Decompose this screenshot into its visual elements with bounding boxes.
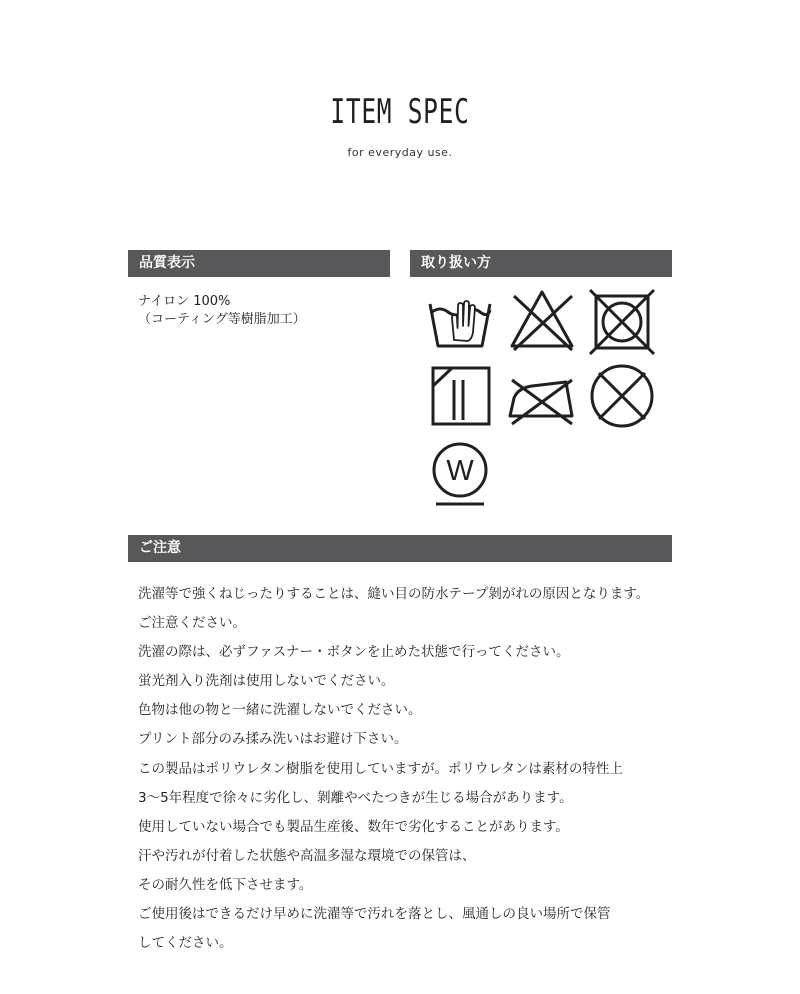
material-line: （コーティング等樹脂加工）: [138, 312, 306, 327]
wet-clean-icon: [424, 440, 496, 512]
material-line: ナイロン 100%: [138, 294, 231, 309]
notes-list: [138, 580, 698, 958]
note-line: 色物は他の物と一緒に洗濯しないでください。: [138, 702, 422, 719]
note-line: 汗や汚れが付着した状態や高温多湿な環境での保管は、: [138, 847, 476, 864]
quality-heading: 品質表示: [128, 250, 390, 277]
note-line: ご注意ください。: [138, 615, 246, 632]
no-bleach-icon: [506, 284, 578, 356]
care-heading: 取り扱い方: [410, 250, 672, 277]
wet-clean-letter: W: [446, 455, 474, 487]
note-line: 蛍光剤入り洗剤は使用しないでください。: [138, 673, 395, 690]
note-line: 洗濯の際は、必ずファスナー・ボタンを止めた状態で行ってください。: [138, 644, 570, 661]
page-title: ITEM SPEC: [330, 92, 470, 132]
note-line: ご使用後はできるだけ早めに洗濯等で汚れを落とし、風通しの良い場所で保管: [138, 906, 611, 923]
no-iron-icon: [506, 360, 578, 432]
note-line: してください。: [138, 935, 233, 952]
hand-wash-icon: [424, 288, 496, 360]
note-line: この製品はポリウレタン樹脂を使用していますが。ポリウレタンは素材の特性上: [138, 760, 623, 777]
page-subtitle: for everyday use.: [347, 146, 453, 159]
note-line: 洗濯等で強くねじったりすることは、縫い目の防水テープ剝がれの原因となります。: [138, 586, 650, 602]
shade-line-dry-icon: [424, 360, 496, 432]
note-line: プリント部分のみ揉み洗いはお避け下さい。: [138, 731, 408, 748]
no-dry-clean-icon: [586, 360, 658, 432]
note-line: 使用していない場合でも製品生産後、数年で劣化することがあります。: [138, 818, 569, 835]
notes-heading: ご注意: [128, 535, 672, 562]
material-description: [138, 293, 306, 329]
no-tumble-dry-icon: [586, 286, 658, 358]
note-line: 3～5年程度で徐々に劣化し、剝離やべたつきが生じる場合があります。: [138, 789, 573, 806]
note-line: その耐久性を低下させます。: [138, 876, 313, 893]
